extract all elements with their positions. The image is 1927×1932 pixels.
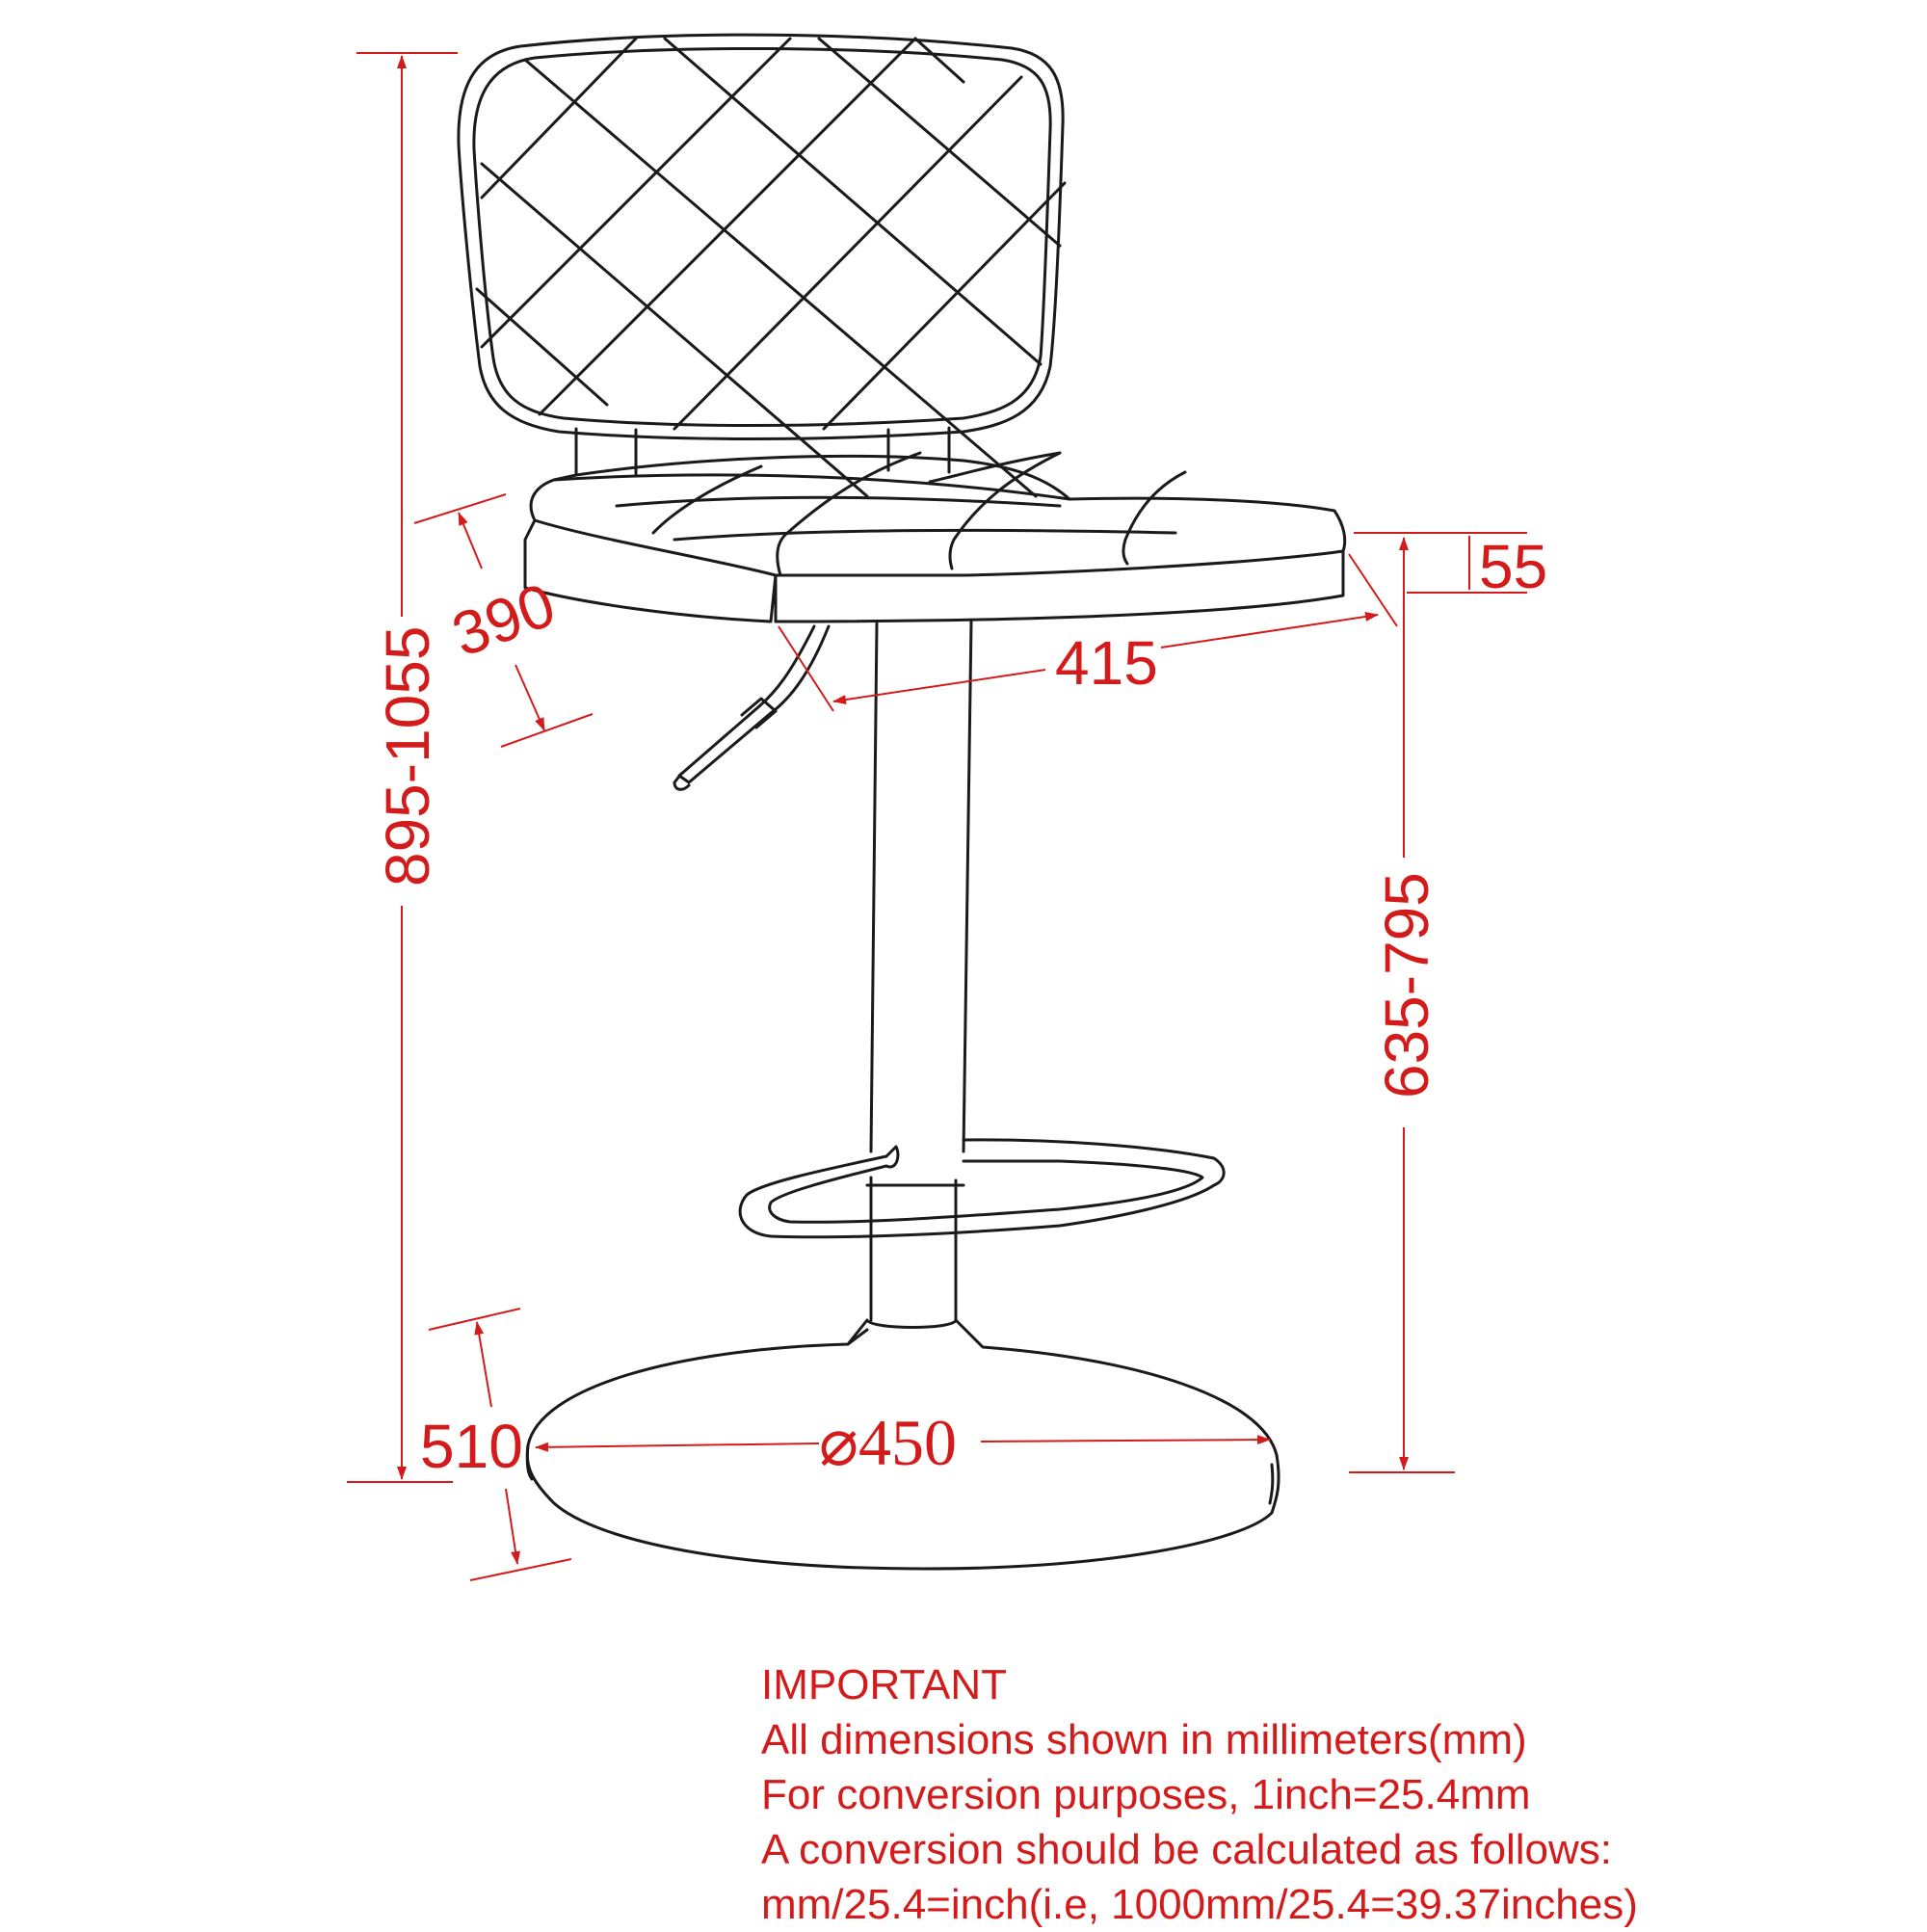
chair-seat <box>525 453 1345 622</box>
gas-lever <box>674 626 829 789</box>
seat-quilting <box>653 453 1185 575</box>
footrest-ring <box>740 1140 1224 1237</box>
base-height-label: 510 <box>420 1412 523 1481</box>
note-line-4: mm/25.4=inch(i.e, 1000mm/25.4=39.37inches) <box>761 1881 1638 1928</box>
seat-height-label: 635-795 <box>1372 872 1441 1098</box>
note-line-1: All dimensions shown in millimeters(mm) <box>761 1716 1527 1763</box>
backrest-quilting <box>477 39 1065 496</box>
base-diameter-label: ⌀450 <box>819 1406 957 1479</box>
important-note <box>761 1657 1898 1932</box>
note-line-2: For conversion purposes, 1inch=25.4mm <box>761 1771 1531 1818</box>
seat-width-label: 415 <box>1055 628 1158 698</box>
note-heading: IMPORTANT <box>761 1661 1008 1708</box>
overall-height-label: 895-1055 <box>373 625 442 887</box>
seat-thickness-label: 55 <box>1479 532 1548 601</box>
note-line-3: A conversion should be calculated as follows: <box>761 1826 1612 1873</box>
chair-backrest <box>459 35 1063 438</box>
seat-depth-label: 390 <box>443 569 565 671</box>
